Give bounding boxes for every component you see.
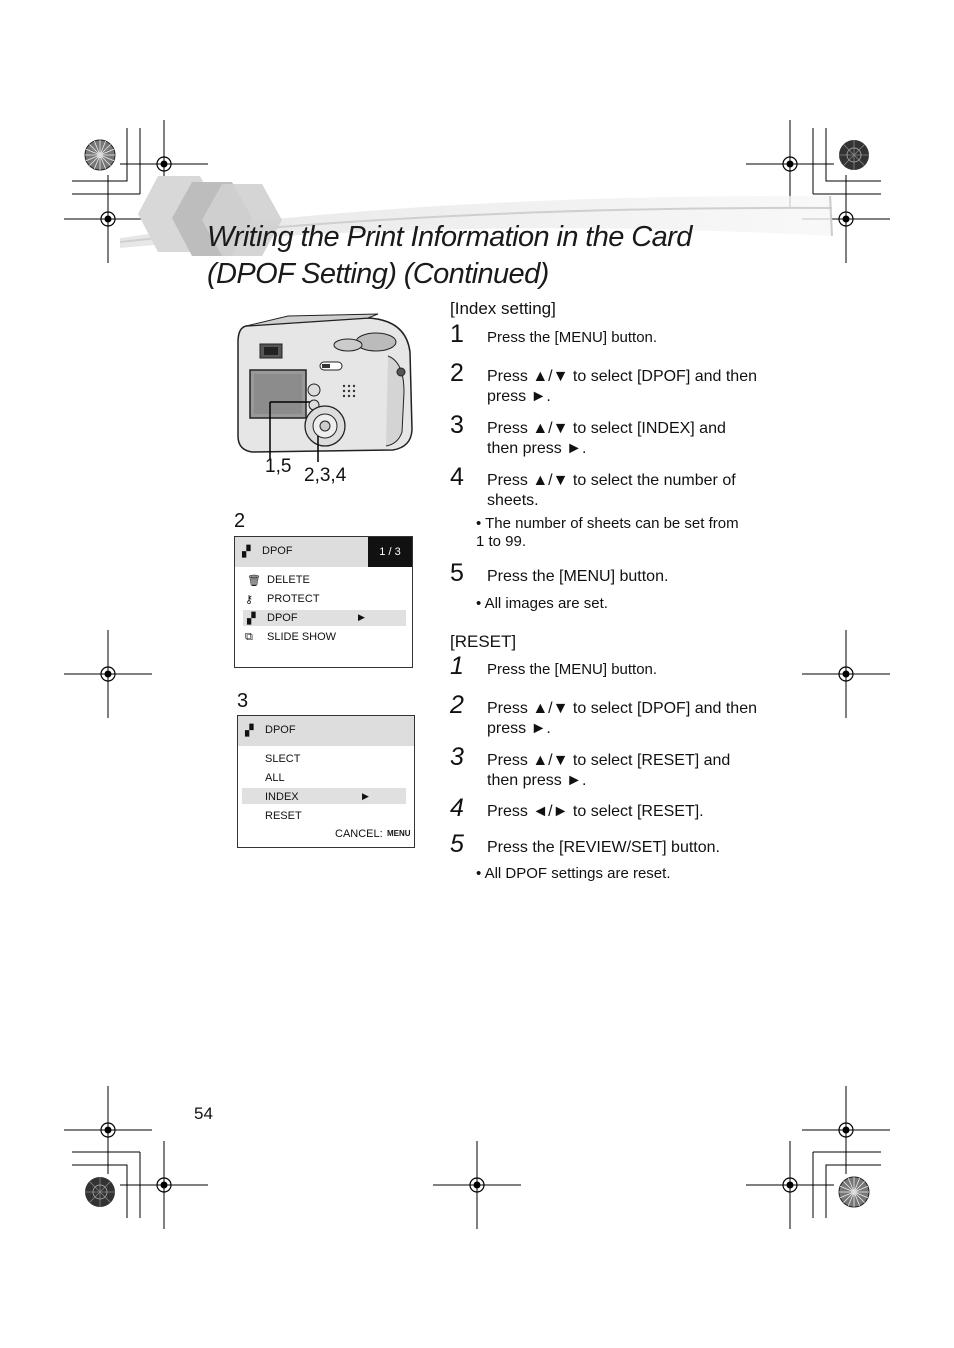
cancel-hint: CANCEL: xyxy=(335,828,383,840)
dpof-icon: ▞ xyxy=(242,546,251,558)
screen-header-title: DPOF xyxy=(265,724,296,736)
page-title-line-1: Writing the Print Information in the Card xyxy=(207,221,692,253)
step-text: Press the [MENU] button. xyxy=(487,568,669,585)
slideshow-icon: ⧉ xyxy=(245,631,253,643)
screen-3-label: 3 xyxy=(237,690,249,712)
dpof-submenu-screen xyxy=(237,715,415,848)
step-text: Press the [REVIEW/SET] button. xyxy=(487,839,720,856)
reset-heading: [RESET] xyxy=(450,632,517,651)
step-number: 5 xyxy=(450,830,464,858)
index-setting-heading: [Index setting] xyxy=(450,299,556,318)
step-number: 4 xyxy=(450,794,464,822)
page-number: 54 xyxy=(194,1104,213,1123)
dpof-icon: ▞ xyxy=(245,725,254,737)
step-text: Press ▲/▼ to select [INDEX] and then press ►. xyxy=(487,420,726,457)
step-text: Press ▲/▼ to select [RESET] and then press ►. xyxy=(487,752,731,789)
menu-key-label: MENU xyxy=(387,829,411,838)
step-text: Press ▲/▼ to select [DPOF] and then press ►. xyxy=(487,368,757,405)
index-note-sheets: • The number of sheets can be set from 1 to 99. xyxy=(476,515,739,550)
menu-item-delete[interactable]: DELETE xyxy=(267,574,310,586)
trash-icon: 🗑 xyxy=(247,575,261,587)
step-text: Press the [MENU] button. xyxy=(487,329,658,346)
menu-item-slide-show[interactable]: SLIDE SHOW xyxy=(267,631,337,643)
step-number: 1 xyxy=(450,320,464,348)
callout-label-1-5: 1,5 xyxy=(265,456,292,477)
menu-item-dpof[interactable]: DPOF xyxy=(267,612,298,624)
arrow-right-icon: ▶ xyxy=(362,791,369,801)
arrow-right-icon: ▶ xyxy=(358,612,365,622)
step-number: 1 xyxy=(450,652,464,680)
step-text: Press ▲/▼ to select the number of sheets. xyxy=(487,472,736,509)
reset-note: • All DPOF settings are reset. xyxy=(476,865,671,882)
page-title-line-2: (DPOF Setting) (Continued) xyxy=(207,258,549,290)
dpof-icon: ▞ xyxy=(247,613,256,625)
dpof-menu-screen xyxy=(234,536,413,668)
step-number: 2 xyxy=(450,691,464,719)
menu-item-all[interactable]: ALL xyxy=(265,772,285,784)
menu-item-protect[interactable]: PROTECT xyxy=(267,593,320,605)
step-number: 3 xyxy=(450,411,464,439)
page-indicator: 1 / 3 xyxy=(368,537,412,567)
step-text: Press the [MENU] button. xyxy=(487,661,658,678)
menu-item-slect[interactable]: SLECT xyxy=(265,753,301,765)
step-number: 2 xyxy=(450,359,464,387)
step-number: 3 xyxy=(450,743,464,771)
step-number: 4 xyxy=(450,463,464,491)
screen-header-title: DPOF xyxy=(262,545,293,557)
step-text: Press ▲/▼ to select [DPOF] and then press ►. xyxy=(487,700,757,737)
menu-item-index[interactable]: INDEX xyxy=(265,791,299,803)
menu-item-reset[interactable]: RESET xyxy=(265,810,302,822)
callout-label-2-3-4: 2,3,4 xyxy=(304,465,347,486)
key-icon: ⚷ xyxy=(245,594,254,606)
screen-2-label: 2 xyxy=(234,510,246,532)
index-note-all-images: • All images are set. xyxy=(476,595,608,612)
step-number: 5 xyxy=(450,559,464,587)
step-text: Press ◄/► to select [RESET]. xyxy=(487,803,704,820)
